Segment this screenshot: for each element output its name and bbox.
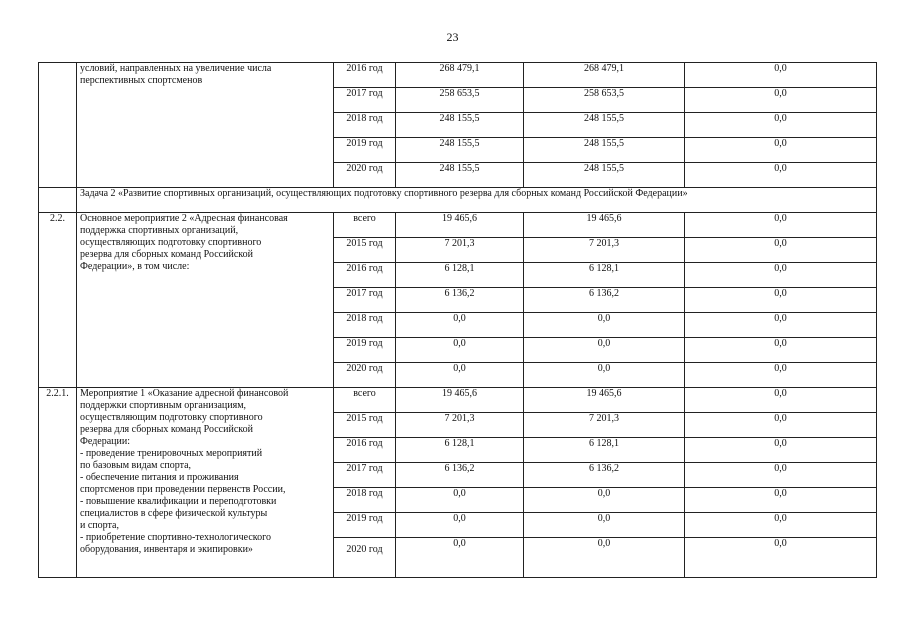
value-cell: 0,0 (685, 463, 877, 488)
value-cell: 0,0 (685, 363, 877, 388)
year-cell: 2020 год (334, 538, 396, 578)
table-row (39, 388, 877, 413)
value-cell: 0,0 (396, 513, 524, 538)
value-cell: 248 155,5 (396, 113, 524, 138)
value-cell: 248 155,5 (396, 138, 524, 163)
value-cell: 6 136,2 (396, 463, 524, 488)
item-number (39, 63, 77, 188)
task-number-cell (39, 188, 77, 213)
task-title: Задача 2 «Развитие спортивных организаций, осуществляющих подготовку спортивного резерва для сборных команд Российской Федерации» (77, 188, 877, 213)
value-cell: 0,0 (685, 238, 877, 263)
value-cell: 0,0 (396, 313, 524, 338)
year-cell: 2016 год (334, 63, 396, 88)
year-cell: 2015 год (334, 413, 396, 438)
value-cell: 6 128,1 (524, 263, 685, 288)
value-cell: 0,0 (524, 338, 685, 363)
year-cell: 2018 год (334, 313, 396, 338)
value-cell: 0,0 (396, 338, 524, 363)
year-cell: 2019 год (334, 138, 396, 163)
year-cell: 2019 год (334, 513, 396, 538)
value-cell: 0,0 (685, 513, 877, 538)
table-row (39, 213, 877, 238)
year-cell: 2015 год (334, 238, 396, 263)
value-cell: 19 465,6 (524, 213, 685, 238)
value-cell: 0,0 (685, 88, 877, 113)
value-cell: 19 465,6 (396, 213, 524, 238)
value-cell: 0,0 (685, 138, 877, 163)
value-cell: 0,0 (685, 213, 877, 238)
value-cell: 248 155,5 (396, 163, 524, 188)
value-cell: 0,0 (685, 63, 877, 88)
value-cell: 0,0 (685, 113, 877, 138)
value-cell: 7 201,3 (524, 413, 685, 438)
year-cell: 2016 год (334, 438, 396, 463)
value-cell: 0,0 (524, 513, 685, 538)
page-number: 23 (446, 30, 459, 44)
year-cell: всего (334, 388, 396, 413)
item-description: Основное мероприятие 2 «Адресная финансовая поддержка спортивных организаций, осуществляющих подготовку спортивного резерва для сборных команд Российской Федерации», в том числе: (77, 213, 334, 388)
value-cell: 6 136,2 (396, 288, 524, 313)
value-cell: 0,0 (685, 288, 877, 313)
value-cell: 0,0 (685, 263, 877, 288)
value-cell: 0,0 (524, 313, 685, 338)
value-cell: 19 465,6 (396, 388, 524, 413)
value-cell: 258 653,5 (396, 88, 524, 113)
value-cell: 0,0 (685, 438, 877, 463)
value-cell: 248 155,5 (524, 138, 685, 163)
year-cell: 2019 год (334, 338, 396, 363)
task-row (39, 188, 877, 213)
value-cell: 0,0 (685, 413, 877, 438)
year-cell: 2017 год (334, 288, 396, 313)
value-cell: 248 155,5 (524, 163, 685, 188)
value-cell: 0,0 (685, 538, 877, 578)
item-description: Мероприятие 1 «Оказание адресной финансовой поддержки спортивным организациям, осуществляющим подготовку спортивного резерва для сборных команд Российской Федерации: - проведение тренировочных мероприятий по базовым видам спорта, - обеспечение питания и проживания спортсменов при проведении первенств России, - повышение квалификации и переподготовки специалистов в сфере физической культуры и спорта, - приобретение спортивно-технологического оборудования, инвентаря и экипировки» (77, 388, 334, 578)
item-description: условий, направленных на увеличение числа перспективных спортсменов (77, 63, 334, 188)
year-cell: 2018 год (334, 488, 396, 513)
value-cell: 258 653,5 (524, 88, 685, 113)
year-cell: 2016 год (334, 263, 396, 288)
value-cell: 0,0 (524, 538, 685, 578)
value-cell: 0,0 (524, 488, 685, 513)
program-table (38, 62, 877, 578)
value-cell: 0,0 (396, 363, 524, 388)
value-cell: 0,0 (685, 313, 877, 338)
value-cell: 6 128,1 (396, 438, 524, 463)
year-cell: всего (334, 213, 396, 238)
value-cell: 0,0 (396, 538, 524, 578)
value-cell: 0,0 (685, 388, 877, 413)
value-cell: 0,0 (524, 363, 685, 388)
year-cell: 2020 год (334, 363, 396, 388)
value-cell: 7 201,3 (396, 238, 524, 263)
value-cell: 0,0 (685, 163, 877, 188)
item-number: 2.2.1. (39, 388, 77, 578)
value-cell: 7 201,3 (524, 238, 685, 263)
value-cell: 0,0 (685, 488, 877, 513)
value-cell: 248 155,5 (524, 113, 685, 138)
value-cell: 6 128,1 (396, 263, 524, 288)
table-row (39, 63, 877, 88)
value-cell: 268 479,1 (396, 63, 524, 88)
value-cell: 6 128,1 (524, 438, 685, 463)
year-cell: 2017 год (334, 88, 396, 113)
value-cell: 19 465,6 (524, 388, 685, 413)
year-cell: 2017 год (334, 463, 396, 488)
value-cell: 6 136,2 (524, 463, 685, 488)
value-cell: 268 479,1 (524, 63, 685, 88)
value-cell: 0,0 (685, 338, 877, 363)
value-cell: 0,0 (396, 488, 524, 513)
year-cell: 2018 год (334, 113, 396, 138)
value-cell: 7 201,3 (396, 413, 524, 438)
value-cell: 6 136,2 (524, 288, 685, 313)
year-cell: 2020 год (334, 163, 396, 188)
item-number: 2.2. (39, 213, 77, 388)
